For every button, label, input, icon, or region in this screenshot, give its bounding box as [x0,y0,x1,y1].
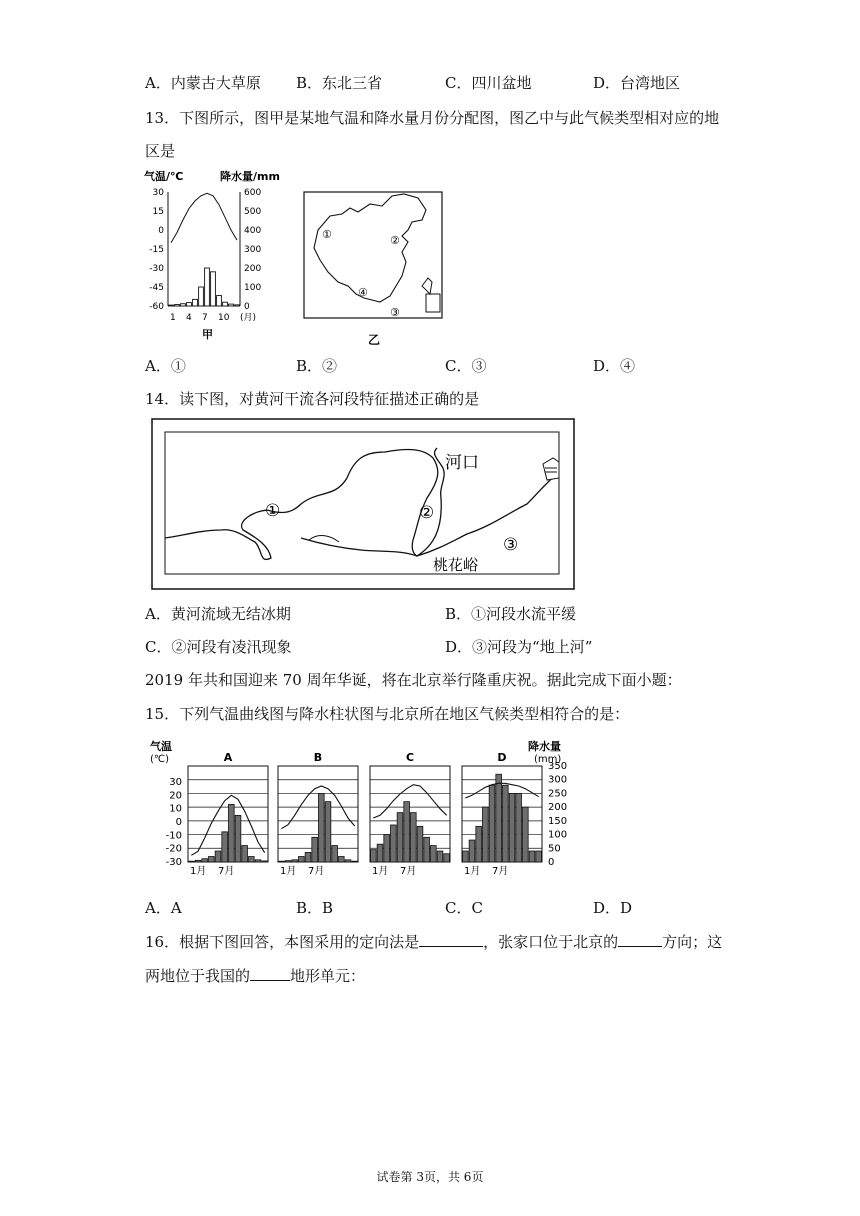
precip-bar [345,860,351,862]
precip-bar [222,832,228,862]
precip-tick: 600 [244,188,262,198]
precip-tick: 500 [244,207,262,217]
precip-bar [235,815,241,862]
precip-bar [339,857,345,862]
precip-bar [523,807,529,862]
temp-tick: -45 [149,283,164,293]
map-marker-3: ③ [390,306,400,319]
precip-tick: 250 [548,788,568,800]
q13-stem-line2: 区是 [145,142,176,160]
q13-option-c: C．③ [445,357,487,375]
q15-stem: 15．下列气温曲线图与降水柱状图与北京所在地区气候类型相符合的是： [145,705,630,723]
precip-bar [384,835,390,862]
climate-panel-a [188,751,268,877]
precip-bar [279,861,285,862]
precip-bar [235,305,240,306]
month-tick: 1 [170,313,176,323]
temp-tick: -10 [165,830,182,842]
marker-segment-3: ③ [503,535,519,555]
precip-tick: 100 [548,829,568,841]
precip-bar [444,854,450,862]
q13-option-a: A．① [145,357,186,375]
month-label: 7月 [218,866,235,877]
month-label: 7月 [400,866,417,877]
temp-tick: 10 [169,803,182,815]
precip-bar [217,296,222,306]
precip-bar [211,272,216,306]
precip-bar [516,793,522,862]
map-marker-2: ② [390,234,400,247]
precip-axis-label: 降水量/mm [220,170,280,183]
precip-bar [205,268,210,306]
label-hekou: 河口 [445,453,479,473]
precip-bar [424,837,430,862]
label-taohuayu: 桃花峪 [433,556,479,574]
q13-option-b: B．② [296,357,338,375]
month-label: 1月 [280,866,297,877]
precip-bar [193,299,198,306]
precip-tick: 50 [548,843,561,855]
precip-tick: 0 [244,302,250,312]
precip-tick: 350 [548,761,568,772]
precip-tick: 300 [548,774,568,786]
precip-tick: 400 [244,226,262,236]
month-tick: 4 [186,313,192,323]
intro-text: 2019 年共和国迎来 70 周年华诞，将在北京举行隆重庆祝。据此完成下面小题： [145,671,682,689]
precip-bar [411,813,417,862]
q16-line2-part2: 地形单元： [290,967,366,985]
precip-bar [242,846,248,862]
precip-bar [332,846,338,862]
precip-bar [305,852,311,862]
temp-tick: 0 [175,817,182,828]
fig-yi-caption: 乙 [368,333,381,347]
temp-tick: 15 [152,207,164,217]
panel-title: B [313,751,323,764]
q16-line2 [145,965,365,986]
q16-part3: 方向；这 [662,933,723,951]
precip-bar [292,860,298,862]
temp-tick: -20 [165,843,182,855]
marker-segment-1: ① [265,501,281,521]
precip-bar [469,840,475,862]
right-axis-unit: (mm) [534,754,562,765]
precip-bar [312,837,318,862]
precip-bar [202,859,208,862]
q14-option-d: D．③河段为“地上河” [445,638,593,656]
q14-option-a: A．黄河流域无结冰期 [145,605,291,623]
precip-bar [255,860,261,862]
precip-bar [377,844,383,862]
q14-stem: 14．读下图，对黄河干流各河段特征描述正确的是 [145,390,480,408]
month-label: 7月 [492,866,509,877]
q13-climate-chart [140,168,300,344]
precip-bar [187,303,192,306]
yellow-river-map [151,418,575,590]
precip-bar [262,861,268,862]
panel-title: D [497,751,507,764]
precip-bar [463,851,469,862]
month-tick: 7 [202,313,208,323]
q15-option-a: A．A [145,899,182,917]
fig-jia-caption: 甲 [202,328,213,341]
china-outline [314,194,426,302]
temp-axis-label: 气温/℃ [144,170,184,183]
month-tick: 10 [218,313,230,323]
temp-tick: -15 [149,245,164,255]
q16-blank-1[interactable] [419,931,483,947]
precip-tick: 150 [548,815,568,827]
precip-bar [325,802,331,862]
temp-tick: 30 [152,188,164,198]
precip-bar [189,861,195,862]
precip-bar [431,846,437,862]
q14-option-b: B．①河段水流平缓 [445,605,577,623]
panel-title: A [223,751,233,764]
q12-option-b: B．东北三省 [296,74,383,92]
precip-bar [371,850,377,862]
precip-bar [285,861,291,862]
precip-bar [223,302,228,306]
left-axis-label: 气温 [150,740,172,753]
q12-option-d: D．台湾地区 [593,74,681,92]
marker-segment-2: ② [419,503,435,523]
q15-option-b: B．B [296,899,334,917]
precip-tick: 200 [548,802,568,814]
q15-option-d: D．D [593,899,633,917]
q16-part1: 16．根据下图回答，本图采用的定向法是 [145,933,420,951]
precip-bar [483,807,489,862]
precip-bar [352,861,358,862]
precip-bar [509,793,515,862]
precip-bar [229,304,234,306]
precip-bar [391,825,397,862]
precip-bar [215,851,221,862]
month-label: 7月 [308,866,325,877]
panel-title: C [405,751,415,764]
precip-bar [529,851,535,862]
q12-option-a: A．内蒙古大草原 [145,74,261,92]
precip-tick: 200 [244,264,262,274]
precip-bar [536,851,542,862]
climate-panel-b [278,751,358,877]
q14-option-c: C．②河段有凌汛现象 [145,638,292,656]
q16-part2: ，张家口位于北京的 [483,933,619,951]
precip-bar [489,785,495,862]
temp-tick: 30 [169,777,182,788]
month-label: 1月 [372,866,389,877]
map-marker-4: ④ [358,286,368,299]
yellow-river-course [165,448,444,559]
month-label: 1月 [190,866,207,877]
temp-tick: -30 [149,264,164,274]
q13-china-map [298,190,448,350]
precip-tick: 300 [244,245,262,255]
right-axis-label: 降水量 [528,740,561,753]
precip-bar [496,774,502,862]
q15-option-c: C．C [445,899,483,917]
q13-stem-line1: 13．下图所示，图甲是某地气温和降水量月份分配图，图乙中与此气候类型相对应的地 [145,109,720,127]
precip-bar [404,802,410,862]
q16-line2-part1: 两地位于我国的 [145,967,251,985]
precip-tick: 100 [244,283,262,293]
map-marker-1: ① [322,228,332,241]
precip-bar [397,813,403,862]
month-label: 1月 [464,866,481,877]
temp-tick: -60 [149,302,164,312]
precip-bar [437,851,443,862]
precip-bar [417,826,423,862]
page-footer: 试卷第 3页，共 6页 [376,1170,484,1184]
precip-bar [503,785,509,862]
q16-blank-3[interactable] [250,965,290,981]
q12-option-c: C．四川盆地 [445,74,532,92]
q16-line1 [145,931,722,952]
left-axis-unit: (℃) [150,754,170,765]
precip-bar [181,304,186,306]
precip-bar [249,857,255,862]
q15-climate-charts [146,738,576,878]
precip-bar [195,860,201,862]
temp-tick: 0 [158,226,164,236]
climate-panel-d [462,751,542,877]
temp-tick: -30 [165,857,182,868]
precip-bar [319,793,325,862]
precip-bar [209,857,215,862]
q13-option-d: D．④ [593,357,636,375]
precip-bar [476,826,482,862]
precip-tick: 0 [548,857,555,868]
precip-bar [199,287,204,306]
temp-tick: 20 [169,790,182,802]
climate-panel-c [370,751,450,877]
precip-bar [169,305,174,306]
precip-bar [175,304,180,306]
q16-blank-2[interactable] [618,931,662,947]
precip-bar [229,804,235,862]
precip-bar [299,857,305,862]
month-unit: (月) [240,313,257,323]
